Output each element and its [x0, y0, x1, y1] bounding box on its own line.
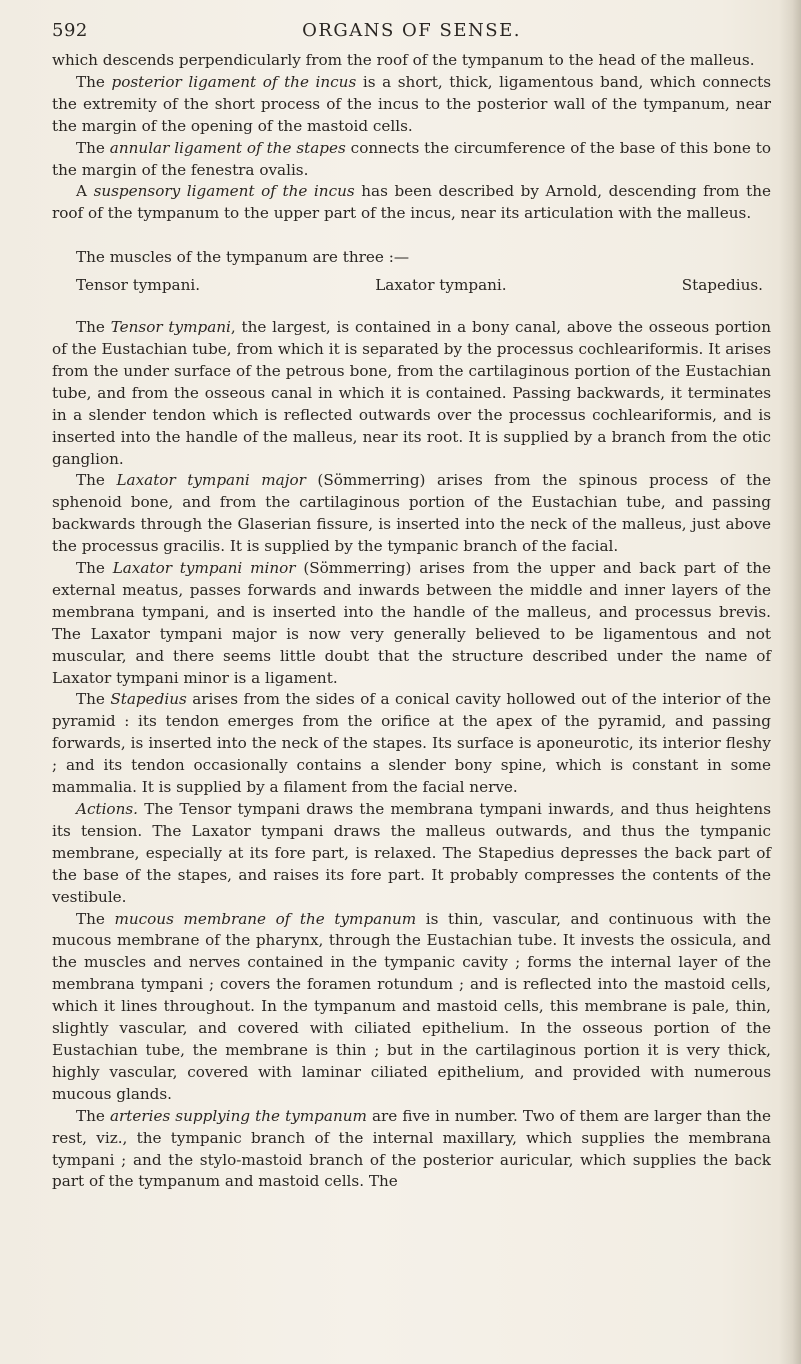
text-run: which descends perpendicularly from the roof of the tympanum to the head of the malleus.	[52, 51, 755, 69]
text-run: (Sömmerring) arises from the spinous process of the sphenoid bone, and from the cartilaginous portion of the Eustachian tube, and passing backwards through the Glaserian fissure, is inserted into the neck of the malleus, just above the processus gracilis. It is supplied by the tympanic branch of the facial.	[52, 471, 771, 556]
page-number: 592	[52, 20, 88, 41]
paragraph	[52, 689, 771, 799]
text-run: arises from the sides of a conical cavity hollowed out of the interior of the pyramid : its tendon emerges from the orifice at the apex of the pyramid, and passing forwards, is inserted into the neck of the stapes. Its surface is aponeurotic, its interior fleshy ; and its tendon occasionally contains a slender bony spine, which is constant in some mammalia. It is supplied by a filament from the facial nerve.	[52, 690, 771, 797]
paragraph	[52, 909, 771, 1106]
text-run: The Tensor tympani draws the membrana tympani inwards, and thus heightens its tension. The Laxator tympani draws the malleus outwards, and thus the tympanic membrane, especially at its fore part, is relaxed. The Stapedius depresses the back part of the base of the stapes, and raises its fore part. It probably compresses the contents of the vestibule.	[52, 800, 771, 906]
text-run: is thin, vascular, and continuous with the mucous membrane of the pharynx, through the Eustachian tube. It invests the ossicula, and the muscles and nerves contained in the tympanic cavity ; forms the internal layer of the membrana tympani ; covers the foramen rotundum ; and is reflected into the mastoid cells, which it lines throughout. In the tympanum and mastoid cells, this membrane is pale, thin, slightly vascular, and covered with ciliated epithelium. In the osseous portion of the Eustachian tube, the membrane is thin ; but in the cartilaginous portion it is very thick, highly vascular, covered with laminar ciliated epithelium, and provided with numerous mucous glands.	[52, 909, 772, 1103]
text-run: is a short, thick, ligamentous band, which connects the extremity of the short process of the incus to the posterior wall of the tympanum, near the margin of the opening of the mastoid cells.	[52, 72, 771, 135]
italic-term: Stapedius	[110, 690, 187, 709]
running-title: ORGANS OF SENSE.	[302, 20, 521, 41]
text-run: The	[76, 318, 111, 337]
paragraph	[52, 558, 771, 689]
italic-term: mucous membrane of the tympanum	[114, 909, 417, 928]
italic-term: suspensory ligament of the incus	[93, 182, 355, 201]
text-run: connects the circumference of the base of this bone to the margin of the fenestra ovalis.	[52, 138, 771, 179]
muscle-list-item: Stapedius.	[681, 276, 763, 295]
text-run: The	[76, 690, 111, 709]
text-run: The	[76, 559, 113, 578]
italic-term: Actions.	[76, 800, 138, 818]
paragraph	[52, 72, 771, 138]
muscles-intro: The muscles of the tympanum are three :—	[76, 248, 410, 267]
paragraph	[52, 470, 771, 558]
text-run: A	[76, 182, 94, 201]
page-edge-shadow	[779, 0, 801, 1364]
text-run: The	[76, 471, 117, 490]
paragraphs-top	[52, 50, 771, 225]
text-run: has been described by Arnold, descending from the roof of the tympanum to the upper part of the incus, near its articulation with the malleus.	[52, 182, 771, 223]
paragraph	[52, 50, 771, 72]
muscle-list-item: Tensor tympani.	[76, 276, 201, 295]
paragraph	[52, 138, 771, 182]
italic-term: Laxator tympani minor	[112, 559, 296, 578]
text-run: The	[76, 909, 115, 928]
paragraph	[52, 181, 771, 225]
muscle-list-item: Laxator tympani.	[375, 276, 507, 295]
text-run: are five in number. Two of them are larger than the rest, viz., the tympanic branch of the internal maxillary, which supplies the membrana tympani ; and the stylo-mastoid branch of the posterior auricular, which supplies the back part of the tympanum and mastoid cells. The	[52, 1106, 771, 1191]
text-run: (Sömmerring) arises from the upper and back part of the external meatus, passes forwards and inwards between the middle and inner layers of the membrana tympani, and is inserted into the handle of the malleus, and processus brevis. The Laxator tympani major is now very generally believed to be ligamentous and not muscular, and there seems little doubt that the structure described under the name of Laxator tympani minor is a ligament.	[52, 559, 771, 687]
italic-term: Laxator tympani major	[116, 471, 306, 490]
italic-term: arteries supplying the tympanum	[109, 1106, 367, 1125]
page-header	[52, 16, 771, 46]
italic-term: annular ligament of the stapes	[109, 138, 346, 157]
paragraph	[52, 799, 771, 909]
muscle-list	[52, 275, 771, 297]
paragraph	[52, 317, 771, 470]
text-run: , the largest, is contained in a bony canal, above the osseous portion of the Eustachian tube, from which it is separated by the processus cochleariformis. It arises from the under surface of the petrous bone, from the cartilaginous portion of the Eustachian tube, and from the osseous canal in which it is contained. Passing backwards, it terminates in a slender tendon which is reflected outwards over the processus cochleariformis, and is inserted into the handle of the malleus, near its root. It is supplied by a branch from the otic ganglion.	[52, 318, 771, 468]
italic-term: posterior ligament of the incus	[111, 72, 357, 91]
paragraphs-bottom	[52, 317, 771, 1193]
paragraph	[52, 1106, 771, 1194]
text-run: The	[76, 72, 112, 91]
text-run: The	[76, 1106, 110, 1125]
body-text	[52, 50, 771, 1193]
italic-term: Tensor tympani	[110, 318, 231, 337]
text-run: The	[76, 138, 110, 157]
